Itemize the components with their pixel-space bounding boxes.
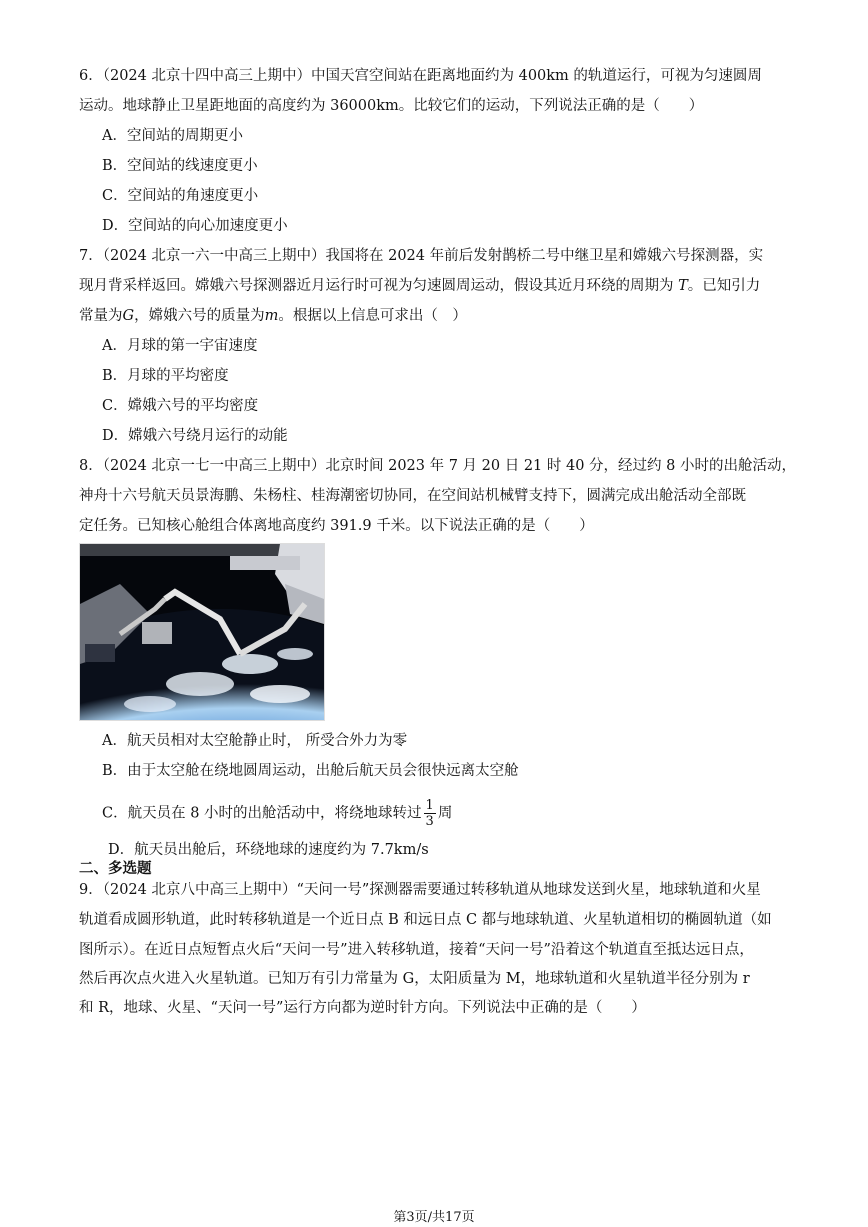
q9-stem-line-2: 轨道看成圆形轨道，此时转移轨道是一个近日点 B 和远日点 C 都与地球轨道、火星轨道相切的椭圆轨道（如 — [79, 912, 772, 928]
fraction-one-third — [424, 798, 436, 829]
q8-stem-line-3: 定任务。已知核心舱组合体离地高度约 391.9 千米。以下说法正确的是（ ） — [79, 518, 594, 534]
q8-stem-line-1: 8．（2024 北京一七一中高三上期中）北京时间 2023 年 7 月 20 日 21 时 40 分，经过约 8 小时的出舱活动， — [79, 458, 796, 474]
variable-m: m — [264, 308, 279, 324]
q8-option-c-suffix: 周 — [437, 805, 453, 822]
q7-stem-line-3 — [79, 306, 467, 326]
q9-stem-line-1: 9．（2024 北京八中高三上期中）“天问一号”探测器需要通过转移轨道从地球发送到火星，地球轨道和火星 — [79, 882, 761, 898]
q9-stem-line-4: 然后再次点火进入火星轨道。已知万有引力常量为 G，太阳质量为 M，地球轨道和火星轨道半径分别为 r — [79, 971, 750, 987]
q7-line-3-text-c: 。根据以上信息可求出（ ） — [278, 308, 467, 324]
q6-stem-line-2: 运动。地球静止卫星距地面的高度约为 36000km。比较它们的运动，下列说法正确的是（ ） — [79, 98, 704, 114]
q7-line-2-text-a: 现月背采样返回。嫦娥六号探测器近月运行时可视为匀速圆周运动，假设其近月环绕的周期为 — [79, 278, 679, 294]
q9-stem-line-3: 图所示）。在近日点短暂点火后“天问一号”进入转移轨道，接着“天问一号”沿着这个轨道直至抵达远日点， — [79, 942, 754, 958]
section-heading-multiple-choice: 二、多选题 — [79, 860, 152, 877]
variable-g: G — [122, 308, 135, 324]
q7-line-3-text-a: 常量为 — [79, 308, 123, 324]
q8-stem-line-2: 神舟十六号航天员景海鹏、朱杨柱、桂海潮密切协同，在空间站机械臂支持下，圆满完成出舱活动全部既 — [79, 488, 746, 504]
q8-option-c-text: C．航天员在 8 小时的出舱活动中，将绕地球转过 — [102, 805, 422, 822]
q6-option-a: A．空间站的周期更小 — [102, 128, 243, 144]
fraction-numerator: 1 — [425, 798, 434, 813]
variable-t: T — [678, 278, 688, 294]
q7-option-c: C．嫦娥六号的平均密度 — [102, 398, 259, 414]
q8-option-c — [102, 798, 452, 829]
q7-option-d: D．嫦娥六号绕月运行的动能 — [102, 428, 288, 444]
q8-option-b: B．由于太空舱在绕地圆周运动，出舱后航天员会很快远离太空舱 — [102, 763, 519, 779]
q7-line-2-text-b: 。已知引力 — [687, 278, 761, 294]
space-station-photo-graphic — [80, 544, 324, 720]
space-station-robotic-arm-photo — [79, 543, 325, 721]
page-number-footer: 第3页/共17页 — [393, 1210, 475, 1225]
q6-option-d: D．空间站的向心加速度更小 — [102, 218, 288, 234]
q7-option-a: A．月球的第一宇宙速度 — [102, 338, 258, 354]
q7-stem-line-2 — [79, 276, 760, 296]
q8-option-d: D．航天员出舱后，环绕地球的速度约为 7.7km/s — [108, 842, 429, 858]
q6-stem-line-1: 6．（2024 北京十四中高三上期中）中国天宫空间站在距离地面约为 400km 的轨道运行，可视为匀速圆周 — [79, 68, 762, 84]
q6-option-c: C．空间站的角速度更小 — [102, 188, 259, 204]
q8-option-a: A．航天员相对太空舱静止时， 所受合外力为零 — [102, 733, 408, 749]
q7-stem-line-1: 7．（2024 北京一六一中高三上期中）我国将在 2024 年前后发射鹊桥二号中继卫星和嫦娥六号探测器，实 — [79, 248, 764, 264]
q9-stem-line-5: 和 R，地球、火星、“天问一号”运行方向都为逆时针方向。下列说法中正确的是（ ） — [79, 1000, 646, 1016]
q7-option-b: B．月球的平均密度 — [102, 368, 229, 384]
q6-option-b: B．空间站的线速度更小 — [102, 158, 258, 174]
q7-line-3-text-b: ，嫦娥六号的质量为 — [134, 308, 265, 324]
fraction-denominator: 3 — [425, 814, 434, 829]
